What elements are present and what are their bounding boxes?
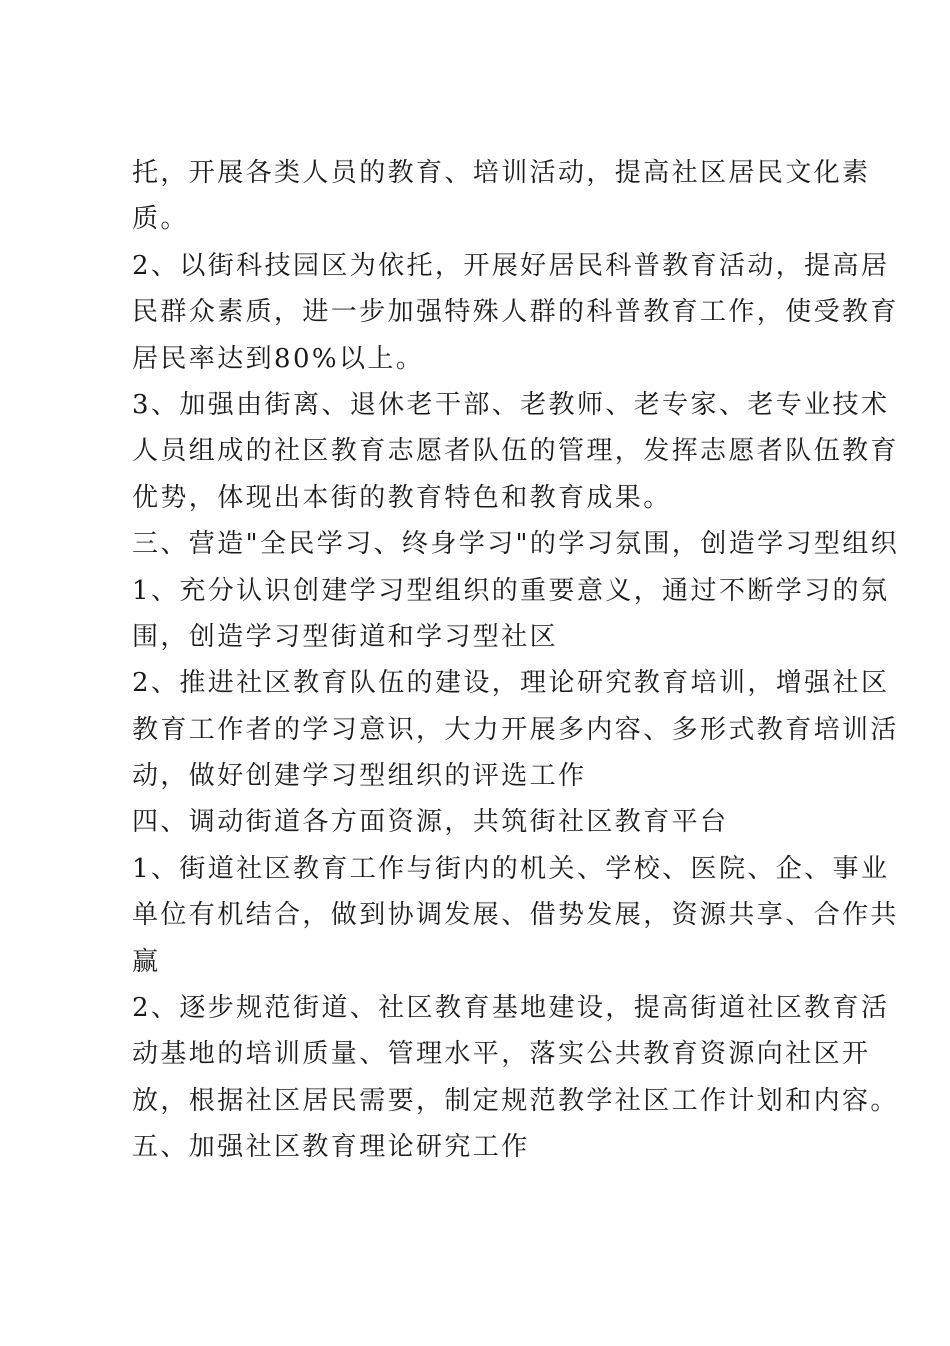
text-line: 托，开展各类人员的教育、培训活动，提高社区居民文化素 bbox=[132, 158, 871, 188]
section-heading: 五、加强社区教育理论研究工作 bbox=[132, 1132, 530, 1163]
text-line: 2、推进社区教育队伍的建设，理论研究教育培训，增强社区 bbox=[132, 668, 890, 699]
text-line: 1、街道社区教育工作与街内的机关、学校、医院、企、事业 bbox=[132, 853, 890, 884]
text-line: 1、充分认识创建学习型组织的重要意义，通过不断学习的氛 bbox=[132, 575, 890, 606]
text-line: 单位有机结合，做到协调发展、借势发展，资源共享、合作共 bbox=[132, 900, 899, 931]
document-body bbox=[132, 150, 900, 1171]
text-line: 优势，体现出本街的教育特色和教育成果。 bbox=[132, 482, 672, 513]
text-line: 动基地的培训质量、管理水平，落实公共教育资源向社区开 bbox=[132, 1039, 871, 1070]
text-line: 动，做好创建学习型组织的评选工作 bbox=[132, 761, 587, 792]
text-line: 2、以街科技园区为依托，开展好居民科普教育活动，提高居 bbox=[132, 250, 890, 281]
section-heading: 三、营造"全民学习、终身学习"的学习氛围，创造学习型组织 bbox=[132, 529, 900, 560]
text-line: 放，根据社区居民需要，制定规范教学社区工作计划和内容。 bbox=[132, 1085, 899, 1116]
text-line: 教育工作者的学习意识，大力开展多内容、多形式教育培训活 bbox=[132, 714, 899, 745]
text-line: 人员组成的社区教育志愿者队伍的管理，发挥志愿者队伍教育 bbox=[132, 436, 899, 467]
text-line: 居民率达到80%以上。 bbox=[132, 343, 425, 374]
text-line: 民群众素质，进一步加强特殊人群的科普教育工作，使受教育 bbox=[132, 297, 899, 328]
text-line: 2、逐步规范街道、社区教育基地建设，提高街道社区教育活 bbox=[132, 993, 890, 1024]
text-line: 赢 bbox=[132, 946, 161, 977]
text-line: 质。 bbox=[132, 204, 189, 235]
text-line: 3、加强由街离、退休老干部、老教师、老专家、老专业技术 bbox=[132, 389, 890, 420]
section-heading: 四、调动街道各方面资源，共筑街社区教育平台 bbox=[132, 807, 729, 838]
text-line: 围，创造学习型街道和学习型社区 bbox=[132, 621, 559, 652]
